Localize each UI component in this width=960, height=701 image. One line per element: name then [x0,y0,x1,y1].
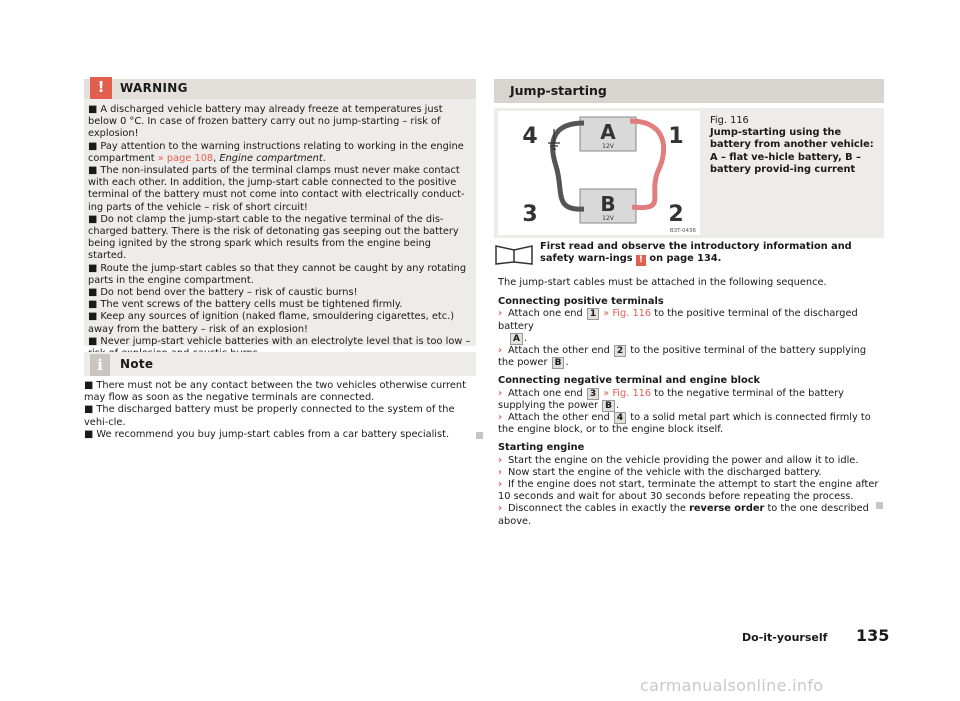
figure-box [494,108,884,238]
note-item: ■ We recommend you buy jump-start cables from a car battery specialist. [84,428,450,440]
diagram-label: 4 [522,124,538,149]
section-end-mark [476,432,483,439]
page-number: 135 [856,626,890,645]
warning-icon-small: ! [636,255,646,266]
note-text [84,380,476,441]
step-4: › Attach the other end 4 to a solid metal part which is connected firmly to the engine block, or to the engine block itself. [498,412,871,436]
figure-caption-text: Jump-starting using the battery from another vehicle: A – flat ve-hicle battery, B – battery provid-ing current [710,127,874,175]
section-end-mark [876,502,883,509]
warning-item: ■ A discharged vehicle battery may already freeze at temperatures just below 0 °C. In case of frozen battery carry out no jump-starting – risk of explosion! [88,104,443,140]
warning-item: ■ Do not clamp the jump-start cable to the negative terminal of the dis-charged battery. There is the risk of detonating gas seeping out the battery being ignited by the strong spark which results from the engine being started. [88,213,459,262]
page-link[interactable]: » page 108 [157,152,214,164]
first-read-note: First read and observe the introductory information and safety warn-ings ! on page 134. [540,241,852,266]
negative-cable [553,123,584,209]
warning-text [88,104,472,360]
info-icon: i [90,354,110,376]
fig-link[interactable]: » Fig. 116 [603,308,652,320]
negative-heading: Connecting negative terminal and engine block [498,375,761,387]
figure-caption [710,115,880,176]
warning-item: ■ Do not bend over the battery – risk of caustic burns! [88,287,358,299]
warning-title: WARNING [120,81,188,95]
body-text: The jump-start cables must be attached in the following sequence. Connecting positive terminals › Attach one end 1 » Fig. 116 to the positive terminal of the discharged battery A . › Attach the other end 2 to the positive terminal of the battery supplying the power B . Connecting negative terminal and engine block › Attach one end 3 » Fig. 116 to the negative terminal of the battery supplying the power B . › Attach the other end 4 to a solid metal part which is connected firmly to the engine block, or to the engine block itself. Starting engine › Start the engine on the vehicle providing the power and allow it to idle. › Now start the engine of the vehicle with the discharged battery. › If the engine does not start, terminate the attempt to start the engine after 10 seconds and wait for about 30 seconds before repeating the process. › Disconnect the cables in exactly the reverse order to the one described above. [498,277,884,528]
step-3: › Attach one end 3 » Fig. 116 to the negative terminal of the battery supplying the power B . [498,387,844,411]
note-title: Note [120,357,154,371]
warning-item: ■ Pay attention to the warning instructions relating to working in the engine compartment » page 108, Engine compartment. [88,140,464,164]
diagram-label: 2 [668,202,684,227]
footer-section: Do-it-yourself [742,631,828,644]
warning-item: ■ Route the jump-start cables so that they cannot be caught by any rotating parts in the engine compartment. [88,262,467,286]
battery-b-label: B [600,192,616,216]
positive-heading: Connecting positive terminals [498,296,664,308]
voltage-a: 12V [602,143,614,150]
open-book-icon [494,240,534,266]
warning-item: ■ The vent screws of the battery cells must be tightened firmly. [88,299,403,311]
figure-code: B3T-0436 [669,228,696,234]
figure-number: Fig. 116 [710,115,749,126]
jump-start-diagram [498,111,700,235]
intro-text: The jump-start cables must be attached in the following sequence. [498,277,827,288]
battery-a-label: A [600,120,616,144]
note-header [84,352,476,376]
fig-link[interactable]: » Fig. 116 [603,387,652,399]
start-step: › If the engine does not start, terminate the attempt to start the engine after 10 seconds and wait for about 30 seconds before repeating the process. [498,479,879,503]
warning-icon: ! [90,77,112,99]
section-header [494,79,884,103]
step-2: › Attach the other end 2 to the positive terminal of the battery supplying the power B . [498,345,867,369]
voltage-b: 12V [602,215,614,222]
warning-item: ■ Keep any sources of ignition (naked flame, smouldering cigarettes, etc.) away from the battery – risk of an explosion! [88,311,455,335]
diagram-label: 3 [522,202,538,227]
warning-item: ■ Never jump-start vehicle batteries with an electrolyte level that is too low – [88,335,471,347]
start-step: › Now start the engine of the vehicle with the discharged battery. [498,466,822,478]
figure-image [498,111,700,235]
note-item: ■ There must not be any contact between the two vehicles otherwise current may flow as soon as the negative terminals are connected. [84,380,466,404]
warning-header [84,79,476,99]
warning-item: ■ The non-insulated parts of the terminal clamps must never make contact with each other. In addition, the jump-start cable connected to the positive terminal of the battery must not come into contact with electrically conduct-ing parts of the vehicle – risk of short circuit! [88,165,465,213]
start-step: › Disconnect the cables in exactly the reverse order to the one described above. [498,503,869,527]
warning-box [84,79,476,346]
diagram-label: 1 [668,124,684,149]
note-item: ■ The discharged battery must be properly connected to the system of the vehi-cle. [84,404,455,428]
watermark: carmanualsonline.info [640,676,824,695]
section-title: Jump-starting [510,83,607,98]
start-step: › Start the engine on the vehicle providing the power and allow it to idle. [498,454,859,466]
step-1: › Attach one end 1 » Fig. 116 to the positive terminal of the discharged battery [498,308,858,332]
starting-heading: Starting engine [498,442,585,454]
